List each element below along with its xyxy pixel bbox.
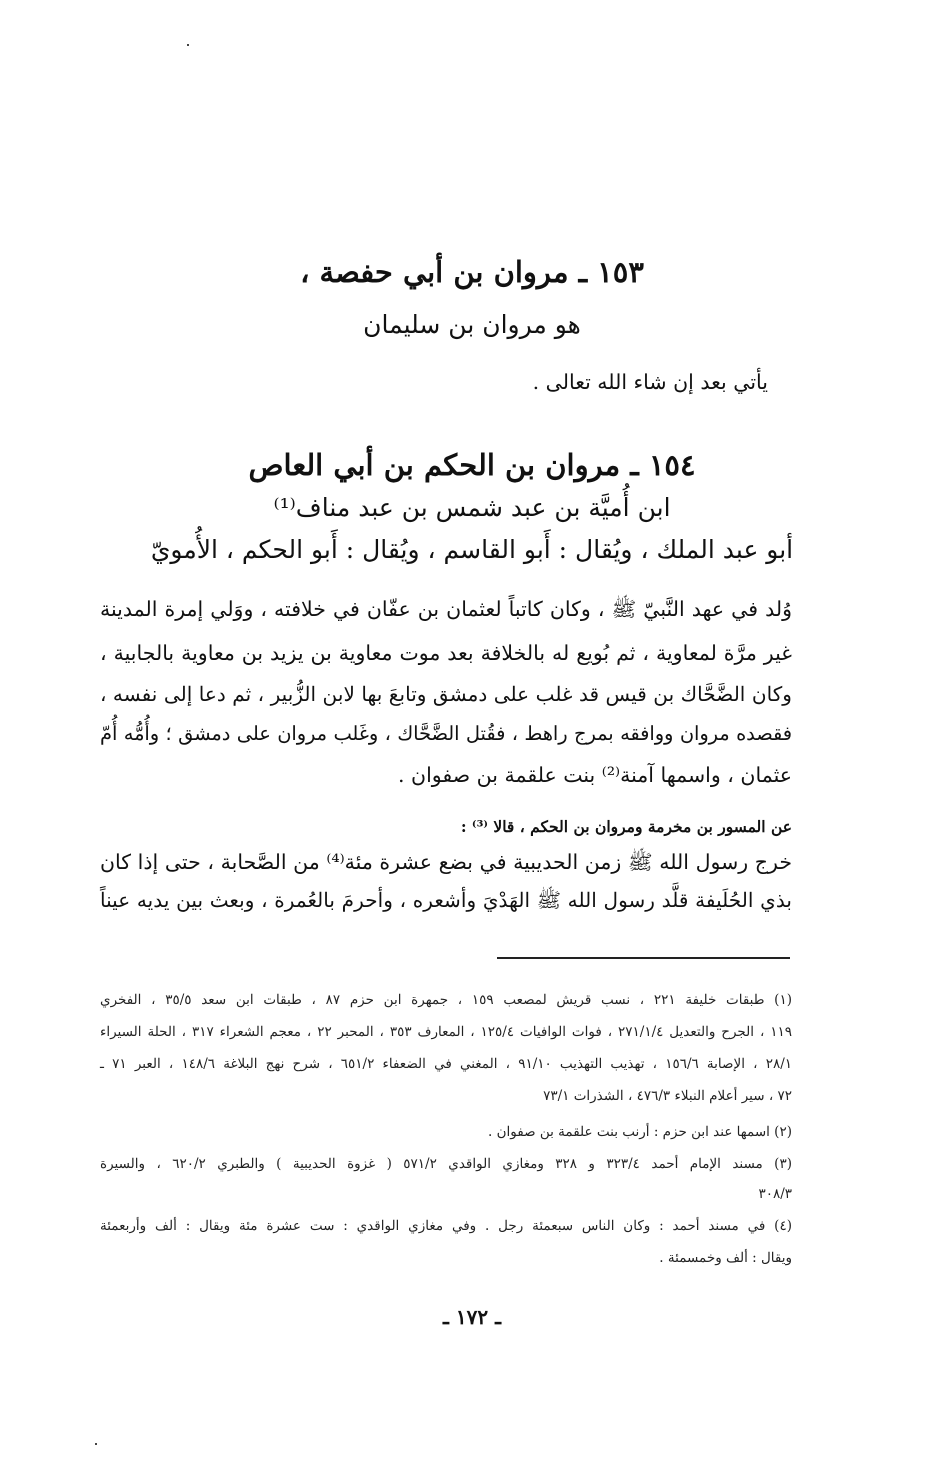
- entry-153-title: ١٥٣ ـ مروان بن أبي حفصة ،: [300, 255, 644, 289]
- entry-154-title: ١٥٤ ـ مروان بن الحكم بن أبي العاص: [248, 448, 696, 482]
- footnote-line: (٤) في مسند أحمد : وكان الناس سبعمئة رجل . وفي مغازي الواقدي : ست عشرة مئة ويقال : ألف وأربعمئة: [100, 1218, 792, 1234]
- footnote-line: (١) طبقات خليفة ٢٢١ ، نسب قريش لمصعب ١٥٩ ، جمهرة ابن حزم ٨٧ ، طبقات ابن سعد ٣٥/٥ ، الفخري: [100, 992, 792, 1008]
- scan-speck: [187, 44, 189, 46]
- footnote-line: ٧٢ ، سير أعلام النبلاء ٤٧٦/٣ ، الشذرات ٧٣/١: [543, 1088, 792, 1104]
- footnote-line: (٣) مسند الإمام أحمد ٣٢٣/٤ و ٣٢٨ ومغازي الواقدي ٥٧١/٢ ( غزوة الحديبية ) والطبري ٦٢٠/٢ ، والسيرة: [100, 1156, 792, 1172]
- entry-153-subtitle: هو مروان بن سليمان: [363, 310, 581, 339]
- bio-line: وُلد في عهد النَّبيّ ﷺ ، وكان كاتباً لعثمان بن عفّان في خلافته ، ووَلي إمرة المدينة: [100, 597, 792, 621]
- entry-154-kunya: أبو عبد الملك ، ويُقال : أَبو القاسم ، ويُقال : أَبو الحكم ، الأُمويّ: [150, 535, 794, 564]
- scan-speck: [95, 1443, 97, 1445]
- footnote-line: ٢٨/١ ، الإصابة ١٥٦/٦ ، تهذيب التهذيب ٩١/١٠ ، المغني في الضعفاء ٦٥١/٢ ، شرح نهج البلاغة ١٤٨/٦ ، العبر ٧١ ـ: [100, 1056, 792, 1072]
- footnote-line: ١١٩ ، الجرح والتعديل ٢٧١/١/٤ ، فوات الوافيات ١٢٥/٤ ، المعارف ٣٥٣ ، المحبر ٢٢ ، معجم الشعراء ٣١٧ ، الحلة السيراء: [100, 1024, 792, 1040]
- hadith-line: بذي الحُلَيفة قلَّد رسول الله ﷺ الهَدْيَ وأشعره ، وأحرمَ بالعُمرة ، وبعث بين يديه عيناً: [100, 888, 792, 912]
- bio-line: فقصده مروان ووافقه بمرج راهط ، فقُتل الضَّحَّاك ، وغَلب مروان على دمشق ؛ وأُمُّه أُمّ: [100, 722, 792, 745]
- footnote-separator: [497, 957, 790, 959]
- hadith-line: خرج رسول الله ﷺ زمن الحديبية في بضع عشرة مئة⁽⁴⁾ من الصَّحابة ، حتى إذا كان: [100, 850, 792, 874]
- page-number: ـ ١٧٢ ـ: [443, 1305, 501, 1329]
- footnote-line: ٣٠٨/٣: [758, 1186, 792, 1202]
- footnote-line: (٢) اسمها عند ابن حزم : أرنب بنت علقمة بن صفوان .: [488, 1124, 792, 1140]
- footnote-line: ويقال : ألف وخمسمئة .: [659, 1250, 792, 1266]
- entry-153-note: يأتي بعد إن شاء الله تعالى .: [532, 370, 768, 394]
- bio-line: وكان الضَّحَّاك بن قيس قد غلب على دمشق وتابعَ بها لابن الزُّبير ، ثم دعا إلى نفسه ،: [100, 682, 792, 706]
- source-intro: عن المسور بن مخرمة ومروان بن الحكم ، قالا ⁽³⁾ :: [460, 817, 792, 836]
- bio-line: غير مرَّة لمعاوية ، ثم بُويع له بالخلافة بعد موت معاوية بن يزيد بن معاوية بالجابية ،: [100, 641, 792, 665]
- bio-line: عثمان ، واسمها آمنة⁽²⁾ بنت علقمة بن صفوان .: [398, 763, 792, 787]
- entry-154-lineage: ابن أُميَّة بن عبد شمس بن عبد مناف⁽¹⁾: [273, 493, 671, 522]
